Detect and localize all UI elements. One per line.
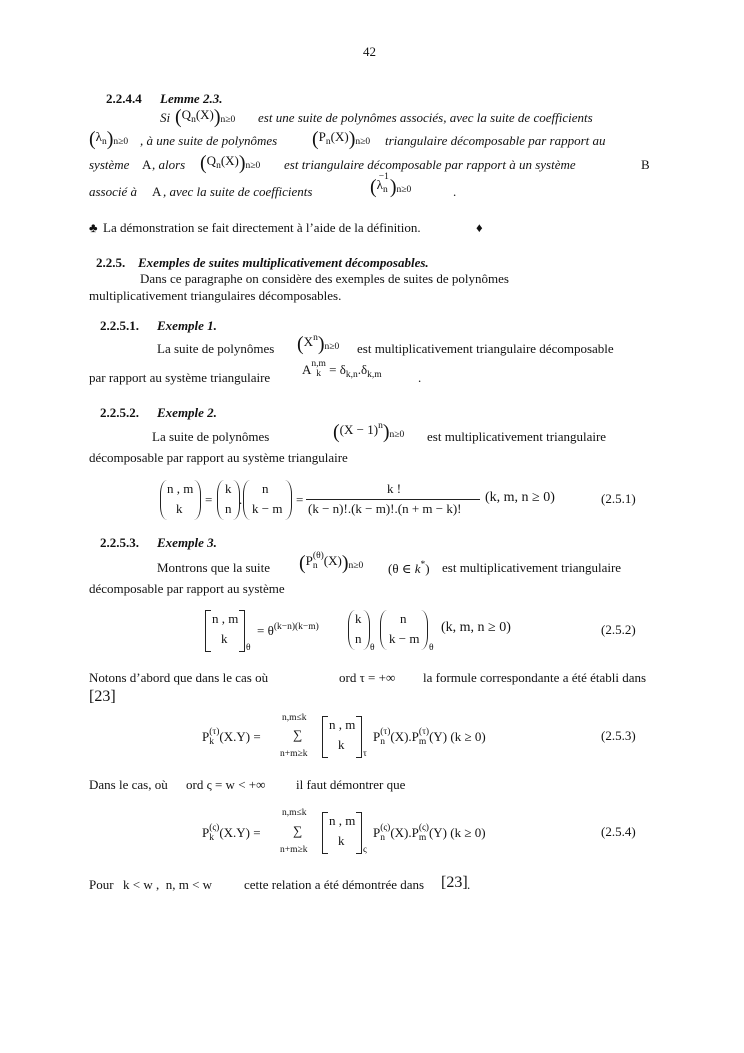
lemma-line3-c: est triangulaire décomposable par rapport à un système <box>284 157 576 172</box>
notons-line1-b: la formule correspondante a été établi dans <box>423 670 647 685</box>
lemma-title: Lemme 2.3. <box>160 91 223 106</box>
formula-ord-sigma: ord ς = w < +∞ <box>186 777 266 792</box>
page-number: 42 <box>363 44 376 59</box>
ex1-number: 2.2.5.1. <box>100 318 139 333</box>
ex1-line1-a: La suite de polynômes <box>157 341 275 356</box>
ex1-line1-b: est multiplicativement triangulaire décomposable <box>357 341 614 356</box>
ex2-line1-a: La suite de polynômes <box>152 429 270 444</box>
ex3-line2: décomposable par rapport au système <box>89 581 285 596</box>
formula-ord-tau: ord τ = +∞ <box>339 670 396 685</box>
formula-k-lt-w: k < w , n, m < w <box>123 877 213 892</box>
eq-label-2-5-2: (2.5.2) <box>601 622 636 637</box>
lemma-line1-b: est une suite de polynômes associés, avec la suite de coefficients <box>258 110 593 125</box>
formula-A-delta: An,m $k = \delta_{k,n}.\delta_{k,m}$ <box>302 359 382 380</box>
pour-line-a: Pour <box>89 877 114 892</box>
dans-line-b: il faut démontrer que <box>296 777 406 792</box>
ex2-number: 2.2.5.2. <box>100 405 139 420</box>
section-para-line2: multiplicativement triangulaires décomposables. <box>89 288 342 303</box>
ex2-title: Exemple 2. <box>157 405 217 420</box>
formula-lambda-inv-seq: $(\lambda_n^{-1})_{n\ge 0}$ <box>370 172 412 198</box>
dans-line-a: Dans le cas, où <box>89 777 168 792</box>
lemma-line4-end: . <box>453 184 457 199</box>
lemma-number: 2.2.4.4 <box>106 91 142 106</box>
formula-Xn-seq: $(X^n)_{n\ge 0}$ <box>297 333 340 355</box>
ex3-line1-a: Montrons que la suite <box>157 560 271 575</box>
ex3-title: Exemple 3. <box>157 535 217 550</box>
lemma-line3-b: , alors <box>152 157 186 172</box>
ref-23-2: [23] <box>441 874 468 891</box>
club-icon: ♣ <box>89 220 98 235</box>
notons-line1-a: Notons d’abord que dans le cas où <box>89 670 269 685</box>
ex3-number: 2.2.5.3. <box>100 535 139 550</box>
eq251-denominator: (k − n)!.(k − m)!.(n + m − k)! <box>308 501 462 516</box>
lemma-line2-b: triangulaire décomposable par rapport au <box>385 133 606 148</box>
ref-23: [23] <box>89 688 116 705</box>
formula-Qn-seq-2: $(Q_n(X))_{n\ge 0}$ <box>200 152 261 174</box>
eq-label-2-5-1: (2.5.1) <box>601 491 636 506</box>
diamond-icon: ♦ <box>476 220 483 235</box>
lemma-line1-a: Si <box>160 110 171 125</box>
formula-theta-in-k: (θ ∈ k*) <box>388 560 430 576</box>
formula-Pn-seq: $(P_n(X))_{n\ge 0}$ <box>312 128 371 150</box>
ex2-line2: décomposable par rapport au système triangulaire <box>89 450 348 465</box>
lemma-line4-a: associé à <box>89 184 138 199</box>
formula-Pn-theta-seq: (P(θ) n $(X))_{n\ge 0}$ <box>299 551 364 574</box>
formula-Qn-seq: $(Q_n(X))_{n\ge 0}$ <box>175 106 236 128</box>
document-page: 42 2.2.4.4 Lemme 2.3. Si $(Q_n(X))_{n\ge 0}$ est une suite de polynômes associés, avec la suite de coefficients $(\lambda_n)_{n\ge 0}$ , à une suite de polynômes $(P_n(X))_{n\ge 0}$ triangulaire décomposable par rapport au système A , alors $(Q_n(X))_{n\ge 0}$ est triangulaire décomposable par rapport à un système B associé à A , avec la suite de coefficients $(\lambda_n^{-1})_{n\ge 0}$ . ♣ La démonstration se fait directement à l’aide de la définition. ♦ 2.2.5. Exemples de suites multiplicativement décomposables. Dans ce paragraphe on considère des exemples de suites de polynômes multiplicativement triangulaires décomposables. 2.2.5.1. Exemple 1. La suite de polynômes $(X^n)_{n\ge 0}$ est multiplicativement triangulaire décomposable par rapport au système triangulaire An,m $k = \delta_{k,n}.\delta_{k,m}$ . 2.2.5.2. Exemple 2. La suite de polynômes $((X - 1)^n)_{n\ge 0}$ est multiplicativement triangulaire décomposable par rapport au système triangulaire n , m k = k n . n k − m = k ! (k − n)!.(k − m)!.(n + m − k)! (k, m, n ≥ 0) (2.5.1) 2.2.5.3. Exemple 3. Montrons que la suite (P(θ) n $(X))_{n\ge 0}$ (θ ∈ k*) est multiplicativement triangulaire décomposable par rapport au système n , m k θ = $\theta^{(k-n)(k-m)}$ k n θ n k − m θ (k, m, n ≥ 0) (2.5.2) Notons d’abord que dans le cas où ord τ = +∞ la formule correspondante a été établi dans [23] P(τ) k (X.Y) = n,m≤k ∑ n+m≥k n , m k τ P(τ) n (X).P(τ) m (Y) (k ≥ 0) (2.5.3) Dans le cas, où ord ς = w < +∞ il faut démontrer que P(ς) k (X.Y) = n,m≤k ∑ n+m≥k n , m k ς P(ς) n (X).P(ς) m (Y) (k ≥ 0) (2.5.4) Pour k < w , n, m < w cette relation a été démontrée dans [23] . <box>89 44 650 892</box>
ex1-line2-a: par rapport au système triangulaire <box>89 370 271 385</box>
lemma-line2-a: , à une suite de polynômes <box>140 133 278 148</box>
ex1-title: Exemple 1. <box>157 318 217 333</box>
eq-label-2-5-4: (2.5.4) <box>601 824 636 839</box>
symbol-A: A <box>142 157 152 172</box>
section-title: Exemples de suites multiplicativement décomposables. <box>138 255 429 270</box>
section-para-line1: Dans ce paragraphe on considère des exemples de suites de polynômes <box>140 271 509 286</box>
formula-lambda-seq: $(\lambda_n)_{n\ge 0}$ <box>89 128 129 150</box>
symbol-A-2: A <box>152 184 162 199</box>
pour-end: . <box>467 877 471 892</box>
eq-label-2-5-3: (2.5.3) <box>601 728 636 743</box>
formula-X-minus-1-seq: $((X - 1)^n)_{n\ge 0}$ <box>333 421 405 443</box>
proof-text: La démonstration se fait directement à l’aide de la définition. <box>103 220 421 235</box>
eq252-condition: (k, m, n ≥ 0) <box>441 620 511 635</box>
lemma-line3-a: système <box>89 157 130 172</box>
lemma-line4-b: , avec la suite de coefficients <box>163 184 313 199</box>
eq251-condition: (k, m, n ≥ 0) <box>485 490 555 505</box>
ex1-line2-end: . <box>418 370 422 385</box>
pour-line-b: cette relation a été démontrée dans <box>244 877 425 892</box>
ex2-line1-b: est multiplicativement triangulaire <box>427 429 607 444</box>
section-number: 2.2.5. <box>96 255 126 270</box>
ex3-line1-b: est multiplicativement triangulaire <box>442 560 622 575</box>
symbol-B: B <box>641 157 650 172</box>
eq251-numerator: k ! <box>387 481 402 496</box>
